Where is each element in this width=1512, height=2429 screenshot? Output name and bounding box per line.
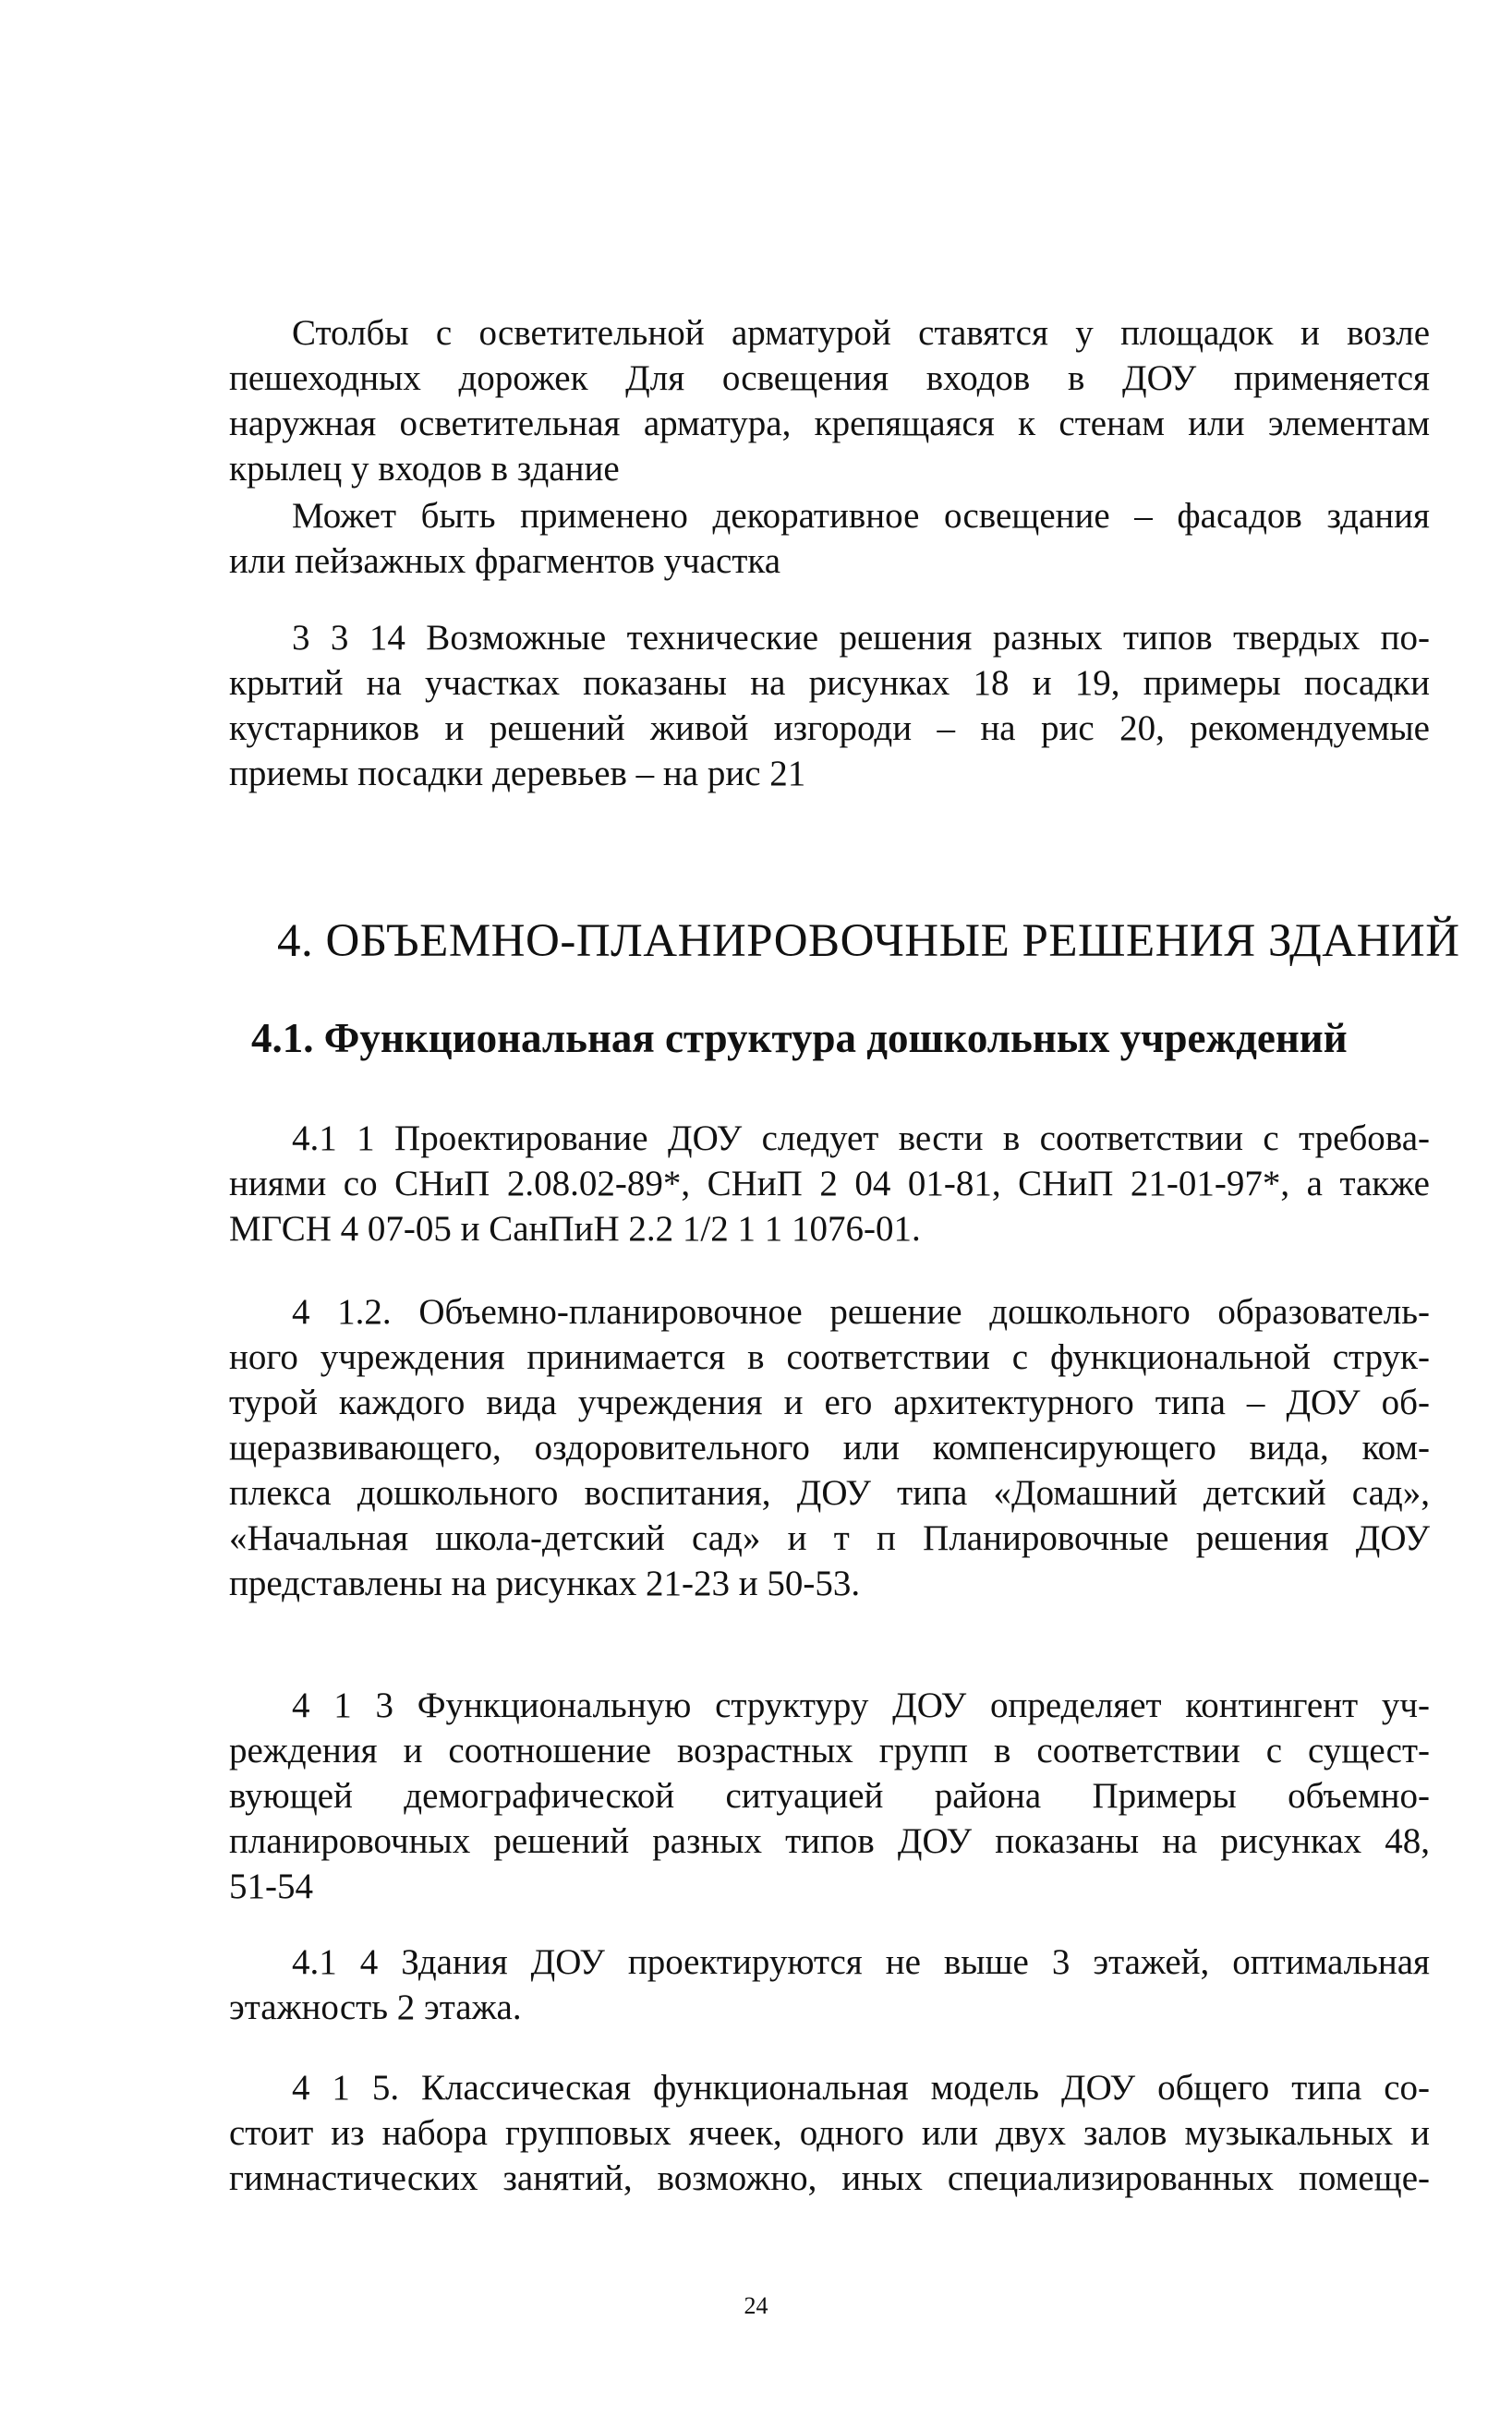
text-line: 4 1 3 Функциональную структуру ДОУ определяет контингент уч- bbox=[292, 1686, 1430, 1725]
text-line: «Начальная школа-детский сад» и т п Планировочные решения ДОУ bbox=[229, 1518, 1430, 1558]
paragraph-3-3-14 bbox=[229, 615, 1430, 796]
text-line: 4 1.2. Объемно-планировочное решение дошкольного образователь- bbox=[292, 1292, 1430, 1332]
text-line: 4.1 4 Здания ДОУ проектируются не выше 3 этажей, оптимальная bbox=[292, 1942, 1430, 1982]
paragraph-decorative-lighting bbox=[229, 493, 1430, 584]
text-line: стоит из набора групповых ячеек, одного или двух залов музыкальных и bbox=[229, 2113, 1430, 2153]
paragraph-4-1-4 bbox=[229, 1940, 1430, 2030]
text-line: 4.1 1 Проектирование ДОУ следует вести в соответствии с требова- bbox=[292, 1118, 1430, 1158]
text-line: ного учреждения принимается в соответствии с функциональной струк- bbox=[229, 1337, 1430, 1377]
text-line: плекса дошкольного воспитания, ДОУ типа «Домашний детский сад», bbox=[229, 1473, 1430, 1513]
text-line: наружная осветительная арматура, крепящаяся к стенам или элементам bbox=[229, 404, 1430, 443]
text-line: вующей демографической ситуацией района Примеры объемно- bbox=[229, 1776, 1430, 1816]
paragraph-4-1-2 bbox=[229, 1289, 1430, 1606]
text-line: МГСН 4 07-05 и СанПиН 2.2 1/2 1 1 1076-01. bbox=[229, 1209, 921, 1249]
text-line: приемы посадки деревьев – на рис 21 bbox=[229, 754, 806, 793]
text-line: гимнастических занятий, возможно, иных специализированных помеще- bbox=[229, 2158, 1430, 2198]
text-line: пешеходных дорожек Для освещения входов в ДОУ применяется bbox=[229, 358, 1430, 398]
text-line: крылец у входов в здание bbox=[229, 449, 620, 489]
paragraph-4-1-5 bbox=[229, 2065, 1430, 2201]
text-line: 4 1 5. Классическая функциональная модель ДОУ общего типа со- bbox=[292, 2068, 1430, 2108]
text-line: Может быть применено декоративное освещение – фасадов здания bbox=[292, 496, 1430, 536]
paragraph-4-1-3 bbox=[229, 1683, 1430, 1909]
text-line: кустарников и решений живой изгороди – на рис 20, рекомендуемые bbox=[229, 708, 1430, 748]
text-line: крытий на участках показаны на рисунках 18 и 19, примеры посадки bbox=[229, 663, 1430, 703]
text-line: представлены на рисунках 21-23 и 50-53. bbox=[229, 1564, 861, 1603]
text-line: или пейзажных фрагментов участка bbox=[229, 541, 781, 581]
text-line: Столбы с осветительной арматурой ставятся у площадок и возле bbox=[292, 313, 1430, 353]
text-line: 51-54 bbox=[229, 1867, 313, 1906]
text-line: этажность 2 этажа. bbox=[229, 1988, 522, 2027]
text-line: планировочных решений разных типов ДОУ показаны на рисунках 48, bbox=[229, 1821, 1430, 1861]
chapter-heading: 4. ОБЪЕМНО-ПЛАНИРОВОЧНЫЕ РЕШЕНИЯ ЗДАНИЙ bbox=[277, 915, 1460, 967]
text-line: реждения и соотношение возрастных групп в соответствии с сущест- bbox=[229, 1731, 1430, 1770]
section-heading: 4.1. Функциональная структура дошкольных учреждений bbox=[251, 1015, 1348, 1061]
text-line: щеразвивающего, оздоровительного или компенсирующего вида, ком- bbox=[229, 1428, 1430, 1468]
paragraph-4-1-1 bbox=[229, 1116, 1430, 1251]
text-line: 3 3 14 Возможные технические решения разных типов твердых по- bbox=[292, 618, 1430, 658]
text-line: ниями со СНиП 2.08.02-89*, СНиП 2 04 01-81, СНиП 21-01-97*, а также bbox=[229, 1164, 1430, 1203]
page-number: 24 bbox=[744, 2292, 768, 2319]
text-line: турой каждого вида учреждения и его архитектурного типа – ДОУ об- bbox=[229, 1383, 1430, 1422]
paragraph-poles-lighting bbox=[229, 310, 1430, 491]
